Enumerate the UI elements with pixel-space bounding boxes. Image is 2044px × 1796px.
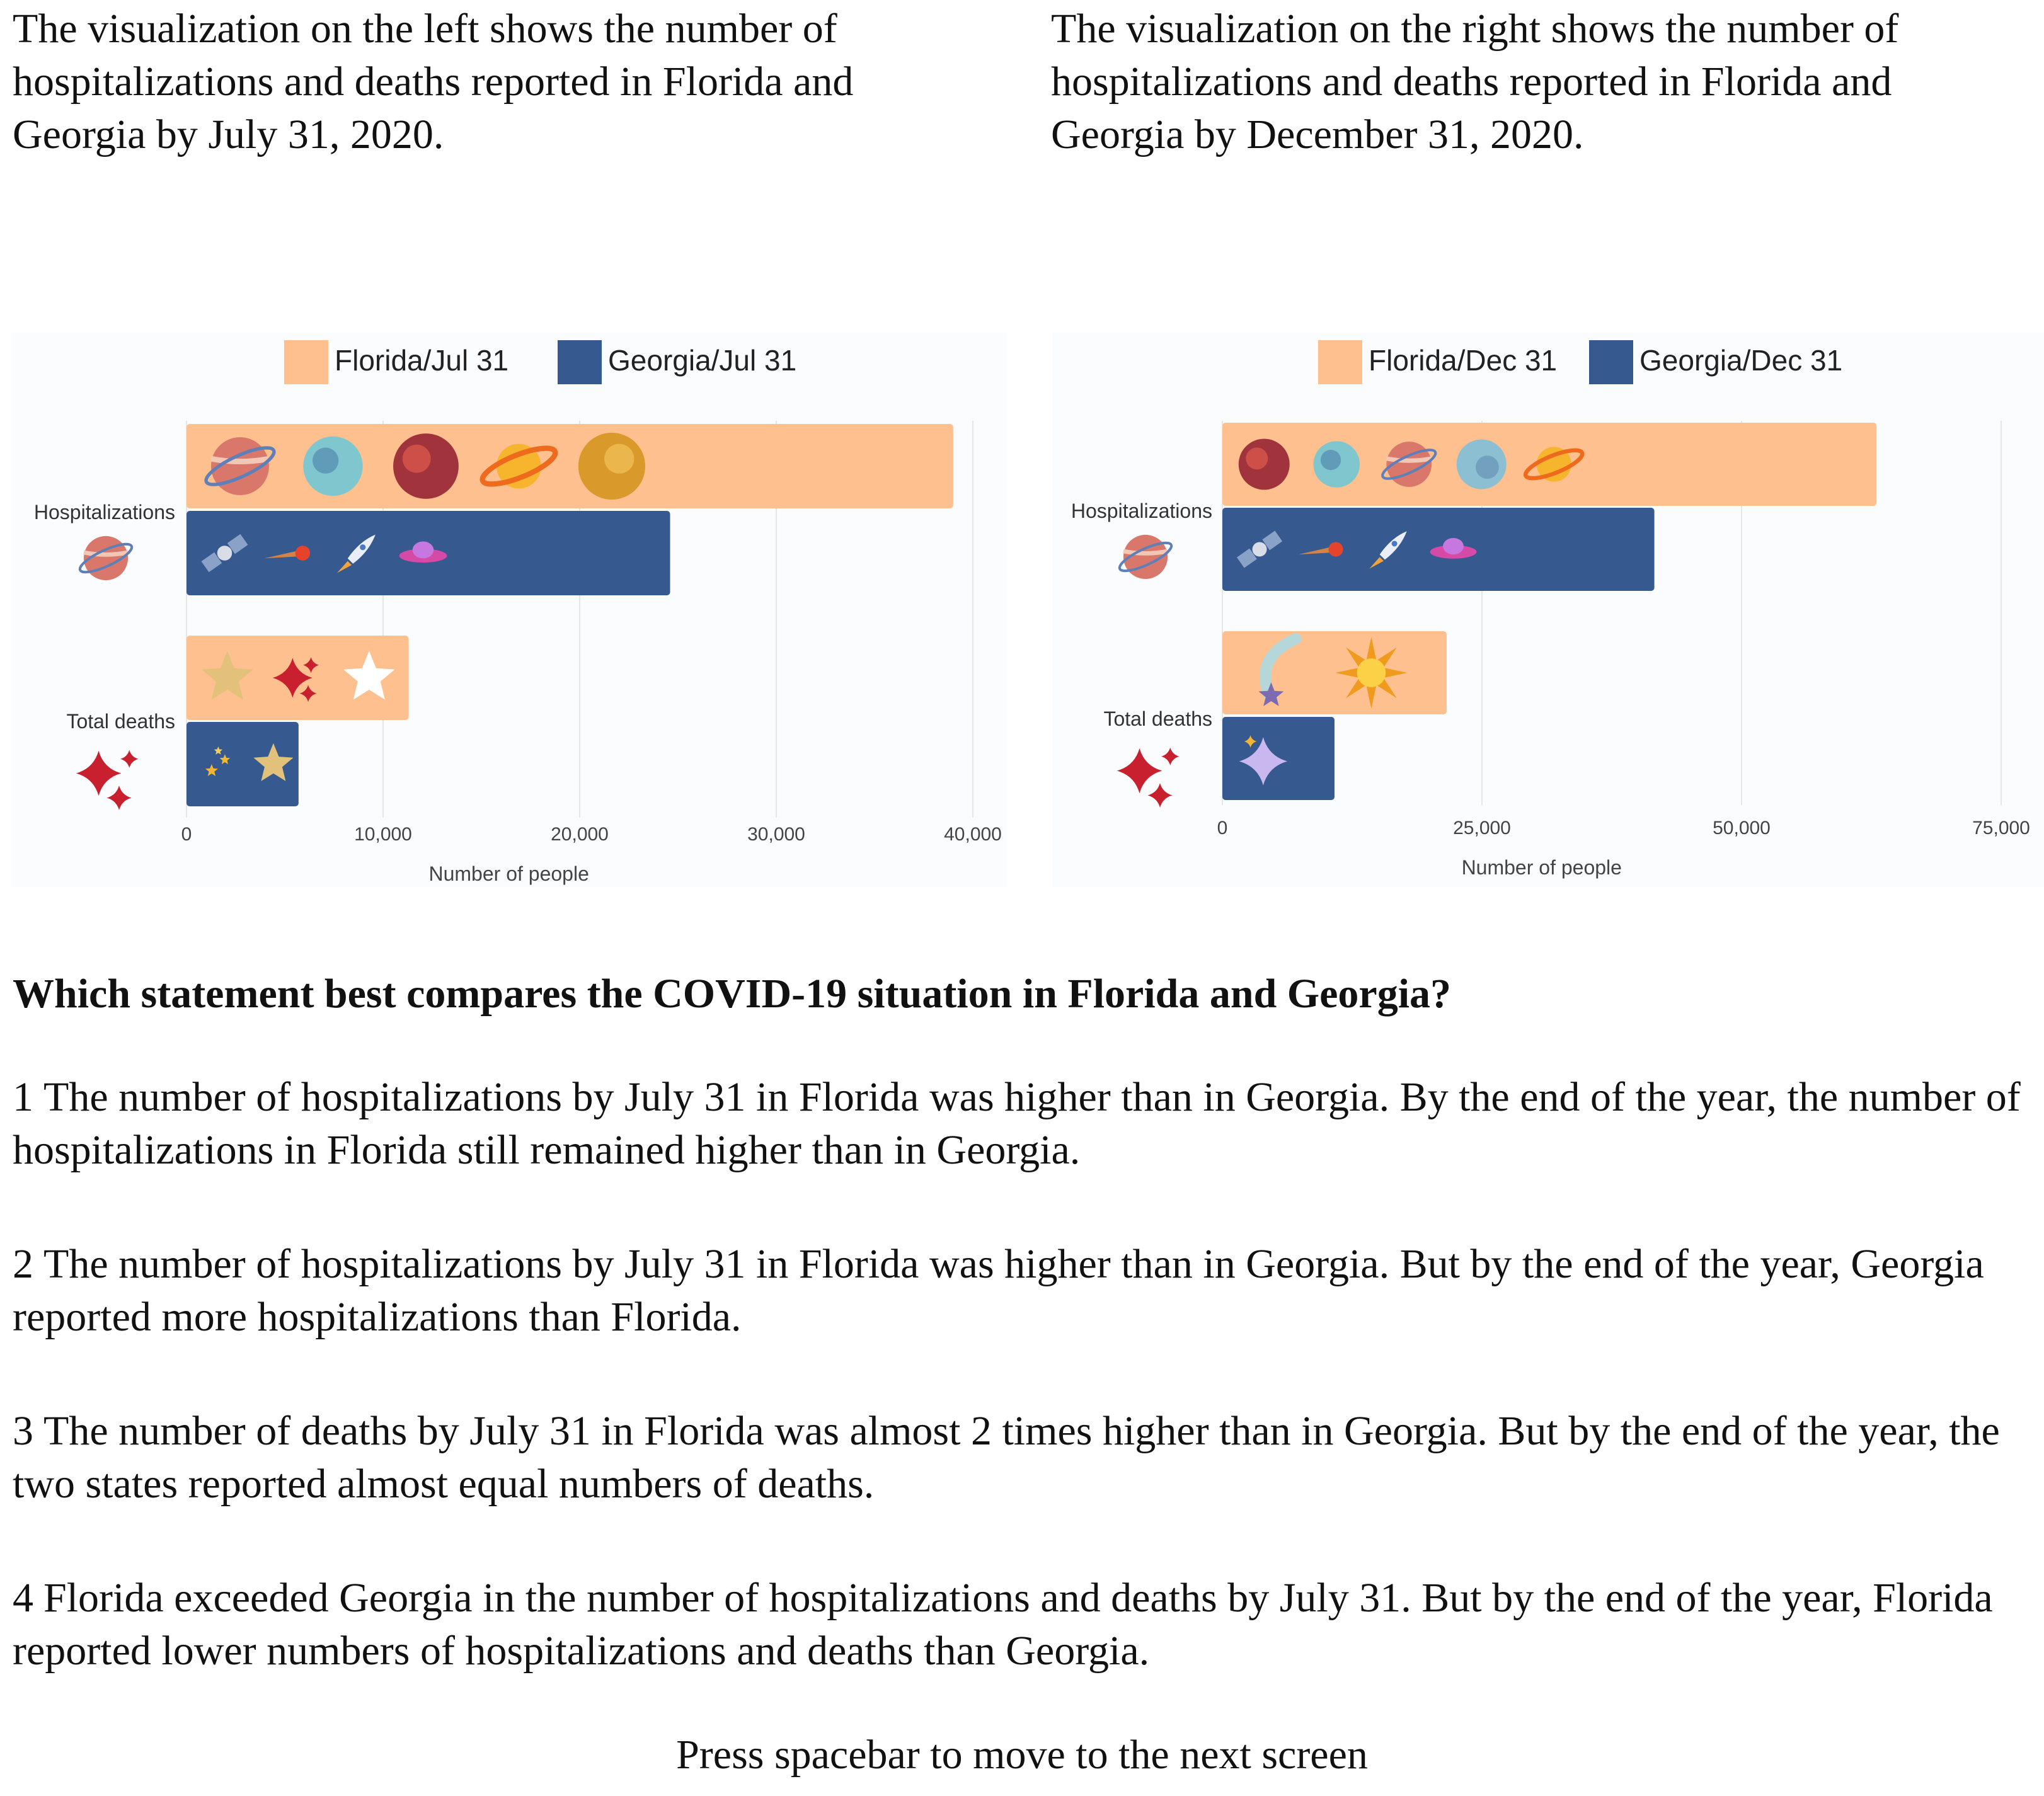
option-text: The number of hospitalizations by July 31 in Florida was higher than in Georgia. But by the end of the year, Georgia reported more hospitalizations than Florida. [13,1241,1984,1340]
sun-star-icon [1335,637,1407,709]
option-number: 3 [13,1408,33,1454]
legend-swatch [1318,340,1362,384]
option-number: 1 [13,1074,33,1120]
x-tick-label: 75,000 [1972,818,2030,838]
option-text: Florida exceeded Georgia in the number of hospitalizations and deaths by July 31. But by the end of the year, Florida reported lower numbers of hospitalizations and deaths than Georgia. [13,1575,1993,1674]
category-label: Total deaths [66,710,175,733]
question-text: Which statement best compares the COVID-19 situation in Florida and Georgia? [13,971,1452,1017]
option-number: 4 [13,1575,33,1621]
planet-teal-icon [1313,441,1360,488]
option-2[interactable] [13,1238,2029,1344]
x-tick-label: 25,000 [1453,818,1511,838]
planet-teal-icon [303,437,362,496]
planet-gold-icon [578,433,645,500]
bar [1222,631,1447,714]
legend-label: Florida/Dec 31 [1369,344,1558,377]
planet-red-icon [1239,439,1290,490]
category-label: Total deaths [1103,707,1212,730]
option-text: The number of hospitalizations by July 31 in Florida was higher than in Georgia. By the end of the year, the number of hospitalizations in Florida still remained higher than in Georgia. [13,1074,2021,1173]
chart-background [11,333,1007,887]
planet-red-icon [393,433,459,499]
chart-december [1052,333,2044,887]
option-text: The number of deaths by July 31 in Florida was almost 2 times higher than in Georgia. But by the end of the year, the two states reported almost equal numbers of deaths. [13,1408,2000,1507]
x-tick-label: 20,000 [551,824,609,845]
x-tick-label: 30,000 [747,824,805,845]
category-label: Hospitalizations [1071,500,1212,522]
bar [187,424,953,508]
footer-instruction: Press spacebar to move to the next screen [676,1732,1368,1778]
option-3[interactable] [13,1405,2029,1511]
intro-left-text: The visualization on the left shows the number of hospitalizations and deaths reported in Florida and Georgia by July 31, 2020. [13,6,854,157]
chart-july-svg [11,333,1007,887]
x-axis-label: Number of people [1461,856,1622,879]
x-tick-label: 10,000 [354,824,412,845]
option-number: 2 [13,1241,33,1287]
category-label: Hospitalizations [33,501,175,523]
chart-background [1052,333,2044,887]
legend-label: Georgia/Jul 31 [608,344,797,377]
chart-july [11,333,1007,887]
legend-swatch [284,340,328,384]
x-tick-label: 50,000 [1713,818,1771,838]
planet-blue-icon [1457,439,1507,489]
x-axis-label: Number of people [428,862,589,885]
legend-label: Florida/Jul 31 [335,344,509,377]
x-tick-label: 0 [1217,818,1228,838]
legend-swatch [1589,340,1633,384]
legend-swatch [558,340,602,384]
x-tick-label: 0 [181,824,192,845]
option-4[interactable] [13,1572,2029,1678]
option-1[interactable] [13,1071,2029,1177]
chart-december-svg [1052,333,2044,887]
intro-right-text: The visualization on the right shows the number of hospitalizations and deaths reported in Florida and Georgia by December 31, 2020. [1051,6,1899,157]
legend-label: Georgia/Dec 31 [1639,344,1843,377]
x-tick-label: 40,000 [944,824,1002,845]
